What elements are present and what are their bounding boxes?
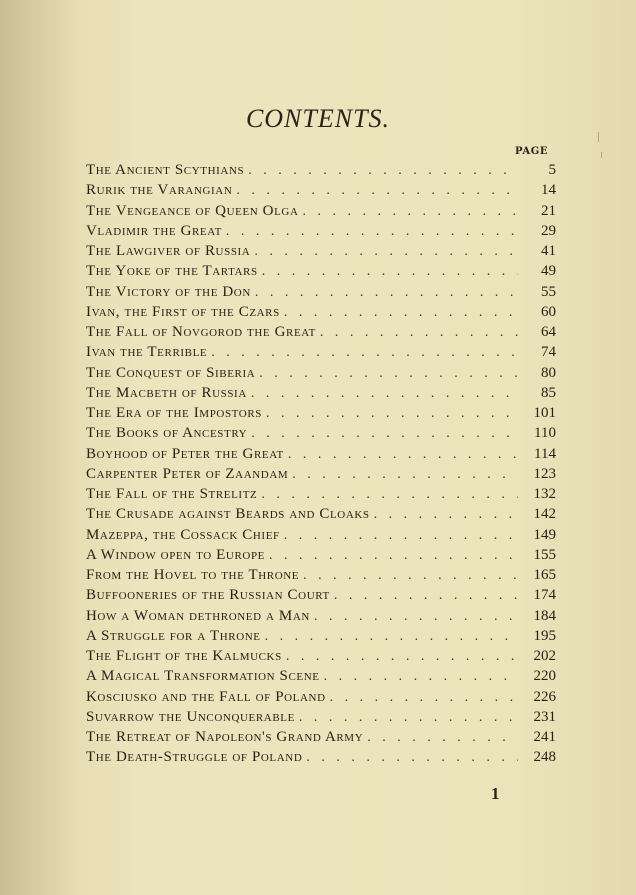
toc-entry-title: Vladimir the Great xyxy=(86,222,222,239)
toc-row xyxy=(86,425,556,445)
toc-entry-title: The Flight of the Kalmucks xyxy=(86,648,282,664)
toc-row xyxy=(86,203,556,223)
toc-row xyxy=(86,344,556,364)
toc-entry-title: Ivan the Terrible xyxy=(86,344,208,361)
toc-entry-page: 5 xyxy=(548,162,556,178)
page-number: 1 xyxy=(491,784,500,803)
toc-row xyxy=(86,506,556,526)
toc-leader-dots xyxy=(244,163,518,179)
toc-entry-page: 231 xyxy=(533,708,556,725)
toc-leader-dots xyxy=(299,568,518,584)
toc-leader-dots xyxy=(251,285,518,301)
toc-entry-page: 195 xyxy=(533,627,556,644)
toc-entry-title: The Ancient Scythians xyxy=(86,162,245,178)
toc-leader-dots xyxy=(363,730,518,746)
toc-leader-dots xyxy=(262,406,518,422)
table-of-contents xyxy=(86,162,556,770)
toc-entry-title: Mazeppa, the Cossack Chief xyxy=(86,526,280,543)
toc-entry-title: The Death-Struggle of Poland xyxy=(86,749,303,766)
toc-leader-dots xyxy=(288,467,518,483)
toc-leader-dots xyxy=(261,629,518,645)
toc-row xyxy=(86,628,556,648)
toc-entry-title: A Window open to Europe xyxy=(86,546,265,563)
toc-row xyxy=(86,182,556,202)
toc-entry-title: The Lawgiver of Russia xyxy=(86,243,251,259)
toc-entry-page: 142 xyxy=(533,506,556,523)
toc-entry-page: 60 xyxy=(541,303,556,320)
toc-leader-dots xyxy=(320,669,518,685)
toc-row xyxy=(86,486,556,506)
toc-row xyxy=(86,709,556,729)
page-column-label: PAGE xyxy=(515,146,549,157)
toc-row xyxy=(86,668,556,688)
toc-entry-title: The Conquest of Siberia xyxy=(86,364,256,381)
toc-entry-page: 14 xyxy=(541,182,556,199)
toc-leader-dots xyxy=(247,386,518,402)
toc-leader-dots xyxy=(257,487,518,503)
toc-entry-page: 80 xyxy=(541,364,556,381)
toc-leader-dots xyxy=(326,690,518,706)
toc-row xyxy=(86,162,556,182)
toc-entry-page: 85 xyxy=(541,384,556,401)
toc-row xyxy=(86,365,556,385)
toc-row xyxy=(86,243,556,263)
toc-entry-title: The Books of Ancestry xyxy=(86,425,248,442)
toc-entry-page: 132 xyxy=(533,486,556,502)
paper-speck xyxy=(601,152,602,158)
toc-entry-title: Boyhood of Peter the Great xyxy=(86,445,284,462)
toc-entry-page: 64 xyxy=(541,324,556,340)
page-title: CONTENTS. xyxy=(245,104,391,133)
toc-row xyxy=(86,587,556,607)
toc-leader-dots xyxy=(222,224,518,240)
toc-row xyxy=(86,729,556,749)
toc-entry-page: 248 xyxy=(533,749,556,766)
toc-entry-title: The Yoke of the Tartars xyxy=(86,263,258,280)
toc-row xyxy=(86,749,556,769)
toc-row xyxy=(86,567,556,587)
toc-entry-title: A Magical Transformation Scene xyxy=(86,668,320,685)
toc-entry-title: Carpenter Peter of Zaandam xyxy=(86,465,289,482)
toc-row xyxy=(86,446,556,466)
toc-entry-title: Rurik the Varangian xyxy=(86,182,233,199)
toc-entry-page: 55 xyxy=(541,283,556,300)
toc-entry-title: The Crusade against Beards and Cloaks xyxy=(86,506,370,523)
toc-entry-title: How a Woman dethroned a Man xyxy=(86,607,310,624)
toc-entry-page: 101 xyxy=(533,405,556,421)
toc-leader-dots xyxy=(250,244,518,260)
toc-row xyxy=(86,648,556,668)
toc-entry-title: The Fall of Novgorod the Great xyxy=(86,324,316,340)
toc-leader-dots xyxy=(232,183,518,199)
toc-row xyxy=(86,385,556,405)
toc-entry-page: 49 xyxy=(541,263,556,280)
toc-entry-page: 74 xyxy=(541,344,556,361)
toc-entry-title: A Struggle for a Throne xyxy=(86,627,261,644)
toc-entry-page: 155 xyxy=(533,546,556,563)
toc-entry-page: 165 xyxy=(533,567,556,583)
toc-row xyxy=(86,304,556,324)
toc-leader-dots xyxy=(247,426,518,442)
toc-entry-title: Kosciusko and the Fall of Poland xyxy=(86,688,326,705)
toc-entry-page: 202 xyxy=(533,648,556,664)
toc-leader-dots xyxy=(207,345,518,361)
toc-row xyxy=(86,263,556,283)
toc-leader-dots xyxy=(280,528,518,544)
toc-leader-dots xyxy=(258,264,518,280)
toc-entry-page: 220 xyxy=(533,668,556,685)
toc-entry-page: 226 xyxy=(533,688,556,705)
toc-entry-page: 114 xyxy=(534,445,556,462)
toc-entry-page: 184 xyxy=(533,607,556,624)
toc-entry-page: 149 xyxy=(533,526,556,543)
toc-entry-title: The Retreat of Napoleon's Grand Army xyxy=(86,729,364,745)
toc-row xyxy=(86,284,556,304)
toc-entry-title: The Fall of the Strelitz xyxy=(86,486,258,502)
toc-entry-page: 241 xyxy=(533,729,556,745)
toc-entry-title: The Vengeance of Queen Olga xyxy=(86,202,299,219)
toc-leader-dots xyxy=(295,710,518,726)
toc-row xyxy=(86,324,556,344)
toc-leader-dots xyxy=(316,325,518,341)
toc-row xyxy=(86,223,556,243)
toc-row xyxy=(86,608,556,628)
toc-leader-dots xyxy=(310,609,518,625)
toc-entry-title: Suvarrow the Unconquerable xyxy=(86,708,295,725)
toc-row xyxy=(86,466,556,486)
toc-row xyxy=(86,527,556,547)
toc-row xyxy=(86,405,556,425)
toc-leader-dots xyxy=(299,204,518,220)
toc-leader-dots xyxy=(370,507,518,523)
toc-row xyxy=(86,689,556,709)
toc-entry-page: 123 xyxy=(533,465,556,482)
toc-leader-dots xyxy=(255,366,518,382)
toc-entry-title: The Victory of the Don xyxy=(86,283,251,300)
toc-entry-title: The Era of the Impostors xyxy=(86,405,262,421)
toc-entry-title: From the Hovel to the Throne xyxy=(86,567,300,583)
toc-entry-page: 110 xyxy=(534,425,556,442)
toc-entry-page: 21 xyxy=(541,202,556,219)
gutter-shadow xyxy=(0,0,78,895)
toc-entry-title: The Macbeth of Russia xyxy=(86,384,247,401)
toc-entry-title: Buffooneries of the Russian Court xyxy=(86,587,330,604)
toc-row xyxy=(86,547,556,567)
toc-leader-dots xyxy=(330,588,518,604)
toc-entry-page: 41 xyxy=(541,243,556,259)
toc-entry-title: Ivan, the First of the Czars xyxy=(86,303,280,320)
toc-entry-page: 174 xyxy=(533,587,556,604)
paper-speck xyxy=(598,132,599,142)
toc-leader-dots xyxy=(302,750,518,766)
toc-leader-dots xyxy=(280,305,518,321)
toc-entry-page: 29 xyxy=(541,222,556,239)
toc-leader-dots xyxy=(265,548,518,564)
toc-leader-dots xyxy=(284,447,518,463)
toc-leader-dots xyxy=(282,649,518,665)
